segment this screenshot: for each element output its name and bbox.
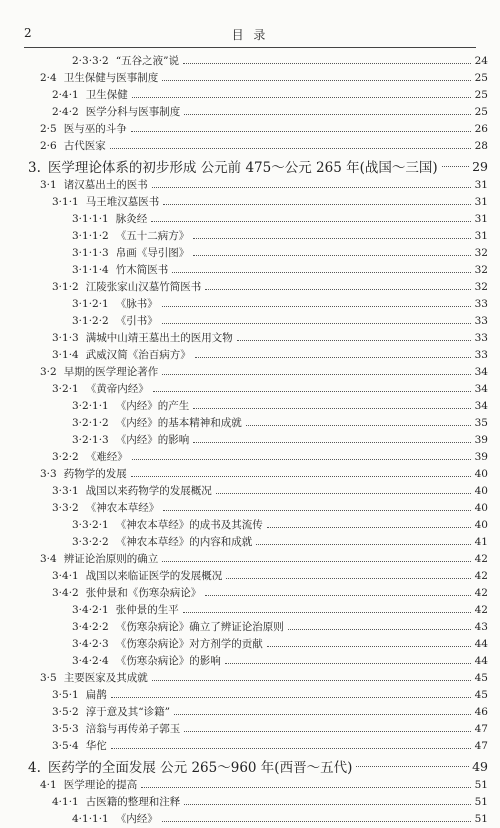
toc-entry-number: 3·1	[40, 179, 57, 191]
dot-leader	[153, 391, 471, 392]
page-header	[24, 26, 476, 44]
dot-leader	[111, 697, 471, 698]
toc-entry-label	[72, 619, 284, 634]
toc-entry-title: 卫生保健与医事制度	[63, 72, 159, 84]
dot-leader	[225, 663, 471, 664]
toc-entry-label	[72, 228, 189, 243]
toc-entry-number: 2·5	[40, 123, 57, 135]
toc-entry-row	[24, 687, 488, 704]
toc-page-number: 26	[474, 123, 488, 135]
toc-entry-label	[72, 296, 158, 311]
toc-entry-label	[52, 104, 180, 119]
dot-leader	[162, 323, 471, 324]
toc-entry-number: 3·2·1	[52, 383, 79, 395]
toc-entry-title: 竹木简医书	[115, 264, 169, 276]
toc-entry-row	[24, 517, 488, 534]
toc-entry-number: 3·5·3	[52, 723, 79, 735]
toc-entry-label	[40, 364, 158, 379]
dot-leader	[141, 787, 471, 788]
toc-entry-title: 卫生保健	[85, 89, 128, 101]
header-rule	[24, 47, 476, 48]
toc-entry-row	[24, 296, 488, 313]
toc-entry-label	[52, 738, 107, 753]
toc-entry-title: 早期的医学理论著作	[63, 366, 159, 378]
toc-entry-row	[24, 194, 488, 211]
toc-entry-label	[52, 449, 128, 464]
toc-page-number: 33	[474, 332, 488, 344]
toc-entry-title: 《神农本草经》的内容和成就	[115, 536, 253, 548]
toc-entry-number: 3·4·2·2	[72, 621, 109, 633]
toc-entry-number: 2·6	[40, 140, 57, 152]
toc-entry-title: 满城中山靖王墓出土的医用文物	[85, 332, 233, 344]
dot-leader	[193, 255, 471, 256]
toc-entry-title: 医学理论的提高	[63, 779, 138, 791]
toc-entry-title: 武威汉简《治百病方》	[85, 349, 191, 361]
toc-entry-number: 3·1·4	[52, 349, 79, 361]
dot-leader	[162, 80, 471, 81]
toc-entry-row	[24, 104, 488, 121]
toc-entry-label	[72, 534, 252, 549]
toc-entry-number: 3·2·1·1	[72, 400, 109, 412]
toc-entry-title: 《内经》的影响	[115, 434, 190, 446]
toc-entry-row	[24, 87, 488, 104]
toc-entry-number: 4·1·1·1	[72, 813, 109, 825]
toc-entry-row	[24, 70, 488, 87]
toc-entry-number: 3.	[28, 160, 41, 176]
dot-leader	[246, 425, 471, 426]
toc-entry-label	[52, 704, 170, 719]
toc-entry-number: 3·2·1·2	[72, 417, 109, 429]
toc-entry-row	[24, 738, 488, 755]
dot-leader	[288, 629, 471, 630]
toc-entry-label	[72, 432, 189, 447]
toc-page-number: 51	[474, 813, 488, 825]
toc-page-number: 42	[474, 587, 488, 599]
toc-entry-label	[52, 194, 159, 209]
toc-entry-row	[24, 585, 488, 602]
toc-entry-title: 医药学的全面发展 公元 265～960 年(西晋～五代)	[47, 760, 353, 776]
toc-entry-row	[24, 53, 488, 70]
toc-page-number: 31	[474, 196, 488, 208]
toc-entry-label	[40, 138, 106, 153]
toc-page-number: 42	[474, 604, 488, 616]
dot-leader	[174, 714, 471, 715]
toc-page-number: 25	[474, 106, 488, 118]
dot-leader	[195, 357, 471, 358]
toc-entry-label	[72, 415, 242, 430]
toc-entry-label	[52, 279, 201, 294]
toc-entry-row	[24, 777, 488, 794]
toc-entry-title: 《黄帝内经》	[85, 383, 149, 395]
toc-page-number: 34	[474, 383, 488, 395]
toc-entry-title: “五谷之液”说	[115, 55, 179, 67]
toc-entry-label	[40, 177, 148, 192]
dot-leader	[237, 340, 471, 341]
toc-entry-label	[72, 245, 189, 260]
toc-entry-row	[24, 534, 488, 551]
toc-entry-row	[24, 177, 488, 194]
toc-chapter-row	[24, 155, 488, 177]
toc-page-number: 39	[474, 434, 488, 446]
toc-page-number: 47	[474, 723, 488, 735]
toc-entry-label	[52, 347, 191, 362]
toc-page-number: 40	[474, 468, 488, 480]
dot-leader	[163, 204, 471, 205]
toc-entry-label	[72, 602, 179, 617]
toc-entry-label	[72, 211, 147, 226]
toc-entry-row	[24, 483, 488, 500]
toc-entry-number: 3·5	[40, 672, 57, 684]
toc-entry-number: 3·2·1·3	[72, 434, 109, 446]
toc-page-number: 43	[474, 621, 488, 633]
toc-entry-number: 3·2·2	[52, 451, 79, 463]
toc-page-number: 29	[472, 158, 488, 174]
toc-entry-number: 3·4·2·4	[72, 655, 109, 667]
toc-entry-number: 3·4·1	[52, 570, 79, 582]
toc-entry-title: 《内经》的基本精神和成就	[115, 417, 242, 429]
toc-page-number: 46	[474, 706, 488, 718]
page-number: 2	[24, 26, 32, 40]
toc-entry-number: 3·1·3	[52, 332, 79, 344]
toc-entry-number: 3·3·2·2	[72, 536, 109, 548]
toc-entry-title: 《脉书》	[115, 298, 158, 310]
dot-leader	[172, 272, 471, 273]
dot-leader	[131, 131, 471, 132]
toc-entry-number: 3·3·1	[52, 485, 79, 497]
toc-entry-title: 古医籍的整理和注释	[85, 796, 181, 808]
toc-entry-title: 医学分科与医事制度	[85, 106, 181, 118]
toc-entry-label	[52, 381, 149, 396]
toc-entry-title: 战国以来药物学的发展概况	[85, 485, 212, 497]
toc-entry-row	[24, 636, 488, 653]
toc-entry-number: 3·5·1	[52, 689, 79, 701]
toc-entry-label	[52, 794, 180, 809]
toc-entry-label	[40, 670, 148, 685]
toc-page-number: 33	[474, 298, 488, 310]
toc-entry-row	[24, 811, 488, 828]
toc-page-number: 44	[474, 638, 488, 650]
table-of-contents	[24, 53, 488, 828]
toc-entry-number: 2·3·3·2	[72, 55, 109, 67]
toc-entry-number: 3·2	[40, 366, 57, 378]
toc-page-number: 47	[474, 740, 488, 752]
toc-entry-title: 马王堆汉墓医书	[85, 196, 160, 208]
toc-entry-number: 3·1·2·2	[72, 315, 109, 327]
toc-entry-row	[24, 415, 488, 432]
toc-entry-label	[40, 70, 158, 85]
dot-leader	[110, 148, 471, 149]
toc-entry-number: 3·4·2·1	[72, 604, 109, 616]
toc-page-number: 33	[474, 349, 488, 361]
toc-entry-title: 《难经》	[85, 451, 128, 463]
toc-chapter-row	[24, 755, 488, 777]
toc-entry-row	[24, 500, 488, 517]
toc-entry-number: 3·1·1	[52, 196, 79, 208]
toc-entry-row	[24, 121, 488, 138]
toc-entry-label	[52, 687, 107, 702]
toc-entry-number: 3·5·4	[52, 740, 79, 752]
toc-page-number: 40	[474, 502, 488, 514]
toc-entry-title: 药物学的发展	[63, 468, 127, 480]
dot-leader	[267, 527, 471, 528]
toc-entry-label	[72, 53, 179, 68]
toc-entry-row	[24, 381, 488, 398]
toc-entry-label	[52, 500, 159, 515]
toc-entry-label	[40, 466, 127, 481]
dot-leader	[205, 595, 471, 596]
toc-page-number: 45	[474, 672, 488, 684]
toc-entry-title: 扁鹊	[85, 689, 107, 701]
toc-entry-row	[24, 794, 488, 811]
toc-entry-number: 3·1·1·1	[72, 213, 109, 225]
dot-leader	[162, 561, 471, 562]
dot-leader	[256, 544, 471, 545]
toc-entry-number: 3·1·2	[52, 281, 79, 293]
dot-leader	[267, 646, 471, 647]
toc-entry-title: 《神农本草经》	[85, 502, 160, 514]
dot-leader	[184, 804, 471, 805]
toc-page-number: 31	[474, 179, 488, 191]
toc-entry-title: 张仲景和《伤寒杂病论》	[85, 587, 202, 599]
dot-leader	[151, 221, 471, 222]
toc-page-number: 31	[474, 230, 488, 242]
toc-page-number: 39	[474, 451, 488, 463]
toc-entry-label	[40, 777, 137, 792]
toc-entry-label	[52, 568, 222, 583]
toc-entry-title: 《内经》的产生	[115, 400, 190, 412]
toc-entry-label	[40, 121, 127, 136]
toc-entry-title: 淳于意及其“诊籍”	[85, 706, 170, 718]
toc-entry-label	[72, 653, 221, 668]
toc-entry-number: 3·3·2	[52, 502, 79, 514]
toc-page-number: 44	[474, 655, 488, 667]
toc-entry-row	[24, 721, 488, 738]
toc-entry-label	[52, 483, 212, 498]
toc-page-number: 34	[474, 366, 488, 378]
dot-leader	[183, 612, 471, 613]
toc-entry-row	[24, 398, 488, 415]
toc-entry-number: 2·4·2	[52, 106, 79, 118]
toc-entry-label	[72, 517, 263, 532]
dot-leader	[162, 374, 471, 375]
toc-entry-title: 战国以来临证医学的发展概况	[85, 570, 223, 582]
toc-entry-title: 《伤寒杂病论》确立了辨证论治原则	[115, 621, 284, 633]
dot-leader	[193, 442, 471, 443]
toc-entry-label	[52, 330, 233, 345]
toc-entry-row	[24, 228, 488, 245]
dot-leader	[205, 289, 471, 290]
dot-leader	[356, 766, 469, 767]
toc-entry-label	[40, 551, 158, 566]
toc-page-number: 51	[474, 779, 488, 791]
dot-leader	[132, 97, 471, 98]
toc-entry-label	[72, 262, 168, 277]
toc-page-number: 35	[474, 417, 488, 429]
toc-entry-label	[52, 87, 128, 102]
toc-entry-row	[24, 466, 488, 483]
toc-entry-number: 3·1·1·2	[72, 230, 109, 242]
dot-leader	[216, 493, 471, 494]
dot-leader	[193, 408, 471, 409]
dot-leader	[163, 510, 471, 511]
toc-entry-number: 4.	[28, 760, 41, 776]
toc-entry-row	[24, 449, 488, 466]
toc-entry-label	[72, 811, 158, 826]
toc-entry-title: 主要医家及其成就	[63, 672, 148, 684]
toc-page-number: 33	[474, 315, 488, 327]
toc-page-number: 31	[474, 213, 488, 225]
toc-entry-title: 医学理论体系的初步形成 公元前 475～公元 265 年(战国～三国)	[47, 160, 438, 176]
toc-entry-title: 张仲景的生平	[115, 604, 179, 616]
toc-page-number: 45	[474, 689, 488, 701]
toc-entry-title: 古代医家	[63, 140, 106, 152]
toc-page-number: 40	[474, 485, 488, 497]
toc-entry-title: 涪翁与再传弟子郭玉	[85, 723, 181, 735]
toc-entry-row	[24, 670, 488, 687]
dot-leader	[442, 166, 469, 167]
toc-entry-row	[24, 551, 488, 568]
toc-entry-title: 《引书》	[115, 315, 158, 327]
toc-entry-title: 诸汉墓出土的医书	[63, 179, 148, 191]
dot-leader	[226, 578, 471, 579]
dot-leader	[184, 731, 471, 732]
toc-entry-title: 辨证论治原则的确立	[63, 553, 159, 565]
toc-entry-title: 《伤寒杂病论》对方剂学的贡献	[115, 638, 263, 650]
toc-entry-number: 3·4	[40, 553, 57, 565]
dot-leader	[183, 63, 471, 64]
toc-entry-row	[24, 313, 488, 330]
toc-entry-title: 江陵张家山汉墓竹简医书	[85, 281, 202, 293]
dot-leader	[132, 459, 471, 460]
toc-page-number: 42	[474, 553, 488, 565]
dot-leader	[131, 476, 471, 477]
dot-leader	[152, 187, 471, 188]
dot-leader	[162, 821, 471, 822]
toc-entry-number: 4·1	[40, 779, 57, 791]
toc-page-number: 24	[474, 55, 488, 67]
toc-entry-title: 帛画《导引图》	[115, 247, 190, 259]
toc-entry-row	[24, 245, 488, 262]
toc-entry-label	[28, 756, 352, 776]
page-title: 目 录	[231, 28, 269, 42]
toc-page-number: 32	[474, 264, 488, 276]
toc-entry-number: 3·1·1·4	[72, 264, 109, 276]
dot-leader	[184, 114, 471, 115]
toc-entry-number: 3·5·2	[52, 706, 79, 718]
toc-entry-row	[24, 262, 488, 279]
toc-entry-row	[24, 619, 488, 636]
toc-page-number: 41	[474, 536, 488, 548]
dot-leader	[111, 748, 471, 749]
toc-entry-row	[24, 347, 488, 364]
toc-page-number: 25	[474, 72, 488, 84]
toc-entry-number: 3·4·2·3	[72, 638, 109, 650]
toc-entry-label	[72, 398, 189, 413]
toc-page-number: 42	[474, 570, 488, 582]
toc-entry-title: 《五十二病方》	[115, 230, 190, 242]
toc-entry-number: 3·3·2·1	[72, 519, 109, 531]
toc-entry-label	[52, 585, 201, 600]
toc-entry-row	[24, 364, 488, 381]
toc-page-number: 32	[474, 281, 488, 293]
toc-entry-title: 华佗	[85, 740, 107, 752]
toc-entry-number: 3·4·2	[52, 587, 79, 599]
toc-page-number: 34	[474, 400, 488, 412]
toc-entry-title: 医与巫的斗争	[63, 123, 127, 135]
toc-entry-number: 4·1·1	[52, 796, 79, 808]
toc-entry-row	[24, 602, 488, 619]
toc-page-number: 32	[474, 247, 488, 259]
toc-entry-number: 2·4·1	[52, 89, 79, 101]
toc-page-number: 51	[474, 796, 488, 808]
toc-entry-row	[24, 330, 488, 347]
toc-page-number: 28	[474, 140, 488, 152]
toc-entry-number: 3·1·1·3	[72, 247, 109, 259]
dot-leader	[162, 306, 471, 307]
toc-entry-title: 《神农本草经》的成书及其流传	[115, 519, 263, 531]
toc-entry-row	[24, 568, 488, 585]
toc-page-number: 25	[474, 89, 488, 101]
toc-entry-title: 脉灸经	[115, 213, 148, 225]
toc-entry-row	[24, 138, 488, 155]
toc-entry-number: 2·4	[40, 72, 57, 84]
toc-entry-label	[72, 313, 158, 328]
toc-page-number: 49	[472, 758, 488, 774]
toc-entry-number: 3·1·2·1	[72, 298, 109, 310]
dot-leader	[193, 238, 471, 239]
toc-entry-row	[24, 653, 488, 670]
toc-entry-row	[24, 279, 488, 296]
toc-page-number: 40	[474, 519, 488, 531]
toc-entry-label	[28, 156, 438, 176]
toc-entry-title: 《内经》	[115, 813, 158, 825]
toc-entry-label	[72, 636, 263, 651]
toc-entry-row	[24, 211, 488, 228]
toc-entry-number: 3·3	[40, 468, 57, 480]
toc-entry-label	[52, 721, 180, 736]
toc-entry-row	[24, 704, 488, 721]
toc-entry-row	[24, 432, 488, 449]
dot-leader	[152, 680, 471, 681]
toc-entry-title: 《伤寒杂病论》的影响	[115, 655, 221, 667]
